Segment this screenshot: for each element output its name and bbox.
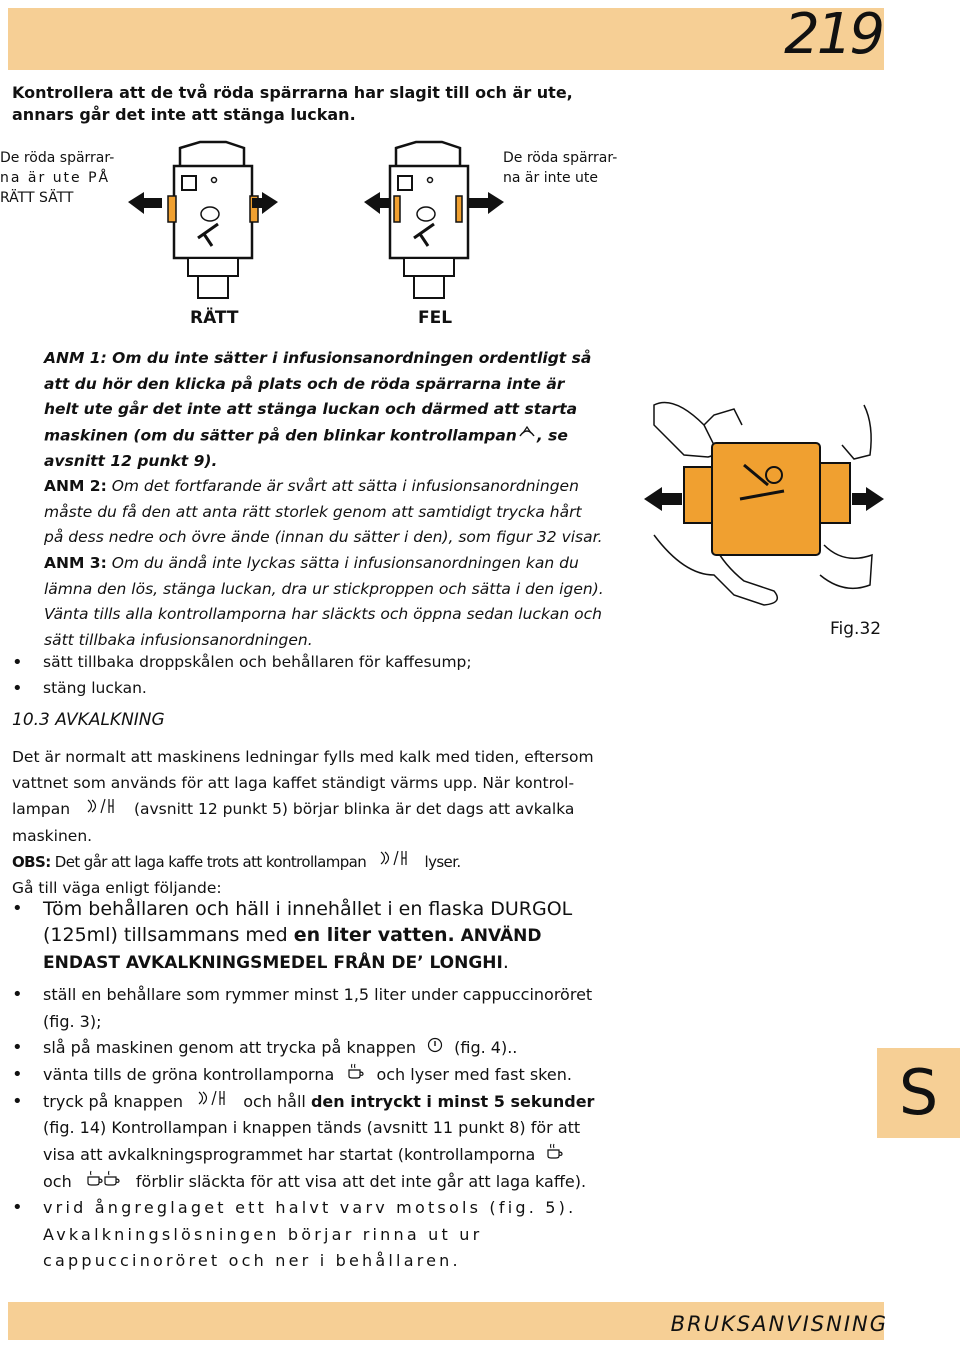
caption-correct-line1: De röda spärrar- [0, 150, 115, 166]
section-title: 10.3 AVKALKNING [12, 710, 165, 730]
list-item: • stäng luckan. [12, 676, 612, 702]
note-3-text: Om du ändå inte lyckas sätta i infusionsanordningen kan du lämna den lös, stänga luckan, dra ur stickproppen och sätta i den igen). Vänta tills alla kontrollamporna har släckts och öppna sedan luckan och sätt tillbaka infusionsanordningen. [44, 554, 604, 649]
label-correct: RÄTT [190, 308, 239, 328]
notes-block [44, 346, 604, 653]
coffee-cup-icon [544, 1142, 564, 1169]
caption-correct-line3: RÄTT SÄTT [0, 190, 74, 206]
two-cups-icon [85, 1169, 123, 1196]
fig32-label: Fig.32 [830, 619, 882, 639]
note-2-text: Om det fortfarande är svårt att sätta i infusionsanordningen måste du få den att anta rätt storlek genom att samtidigt trycka hårt på dess nedre och övre ände (innan du sätter i den), som figur 32 visar. [44, 477, 603, 547]
warning-lamp-icon [517, 423, 537, 449]
descale-icon [85, 797, 119, 823]
list-item [12, 896, 597, 976]
note-bullets [12, 650, 612, 701]
intro-text: Kontrollera att de två röda spärrarna har slagit till och är ute, annars går det inte att stänga luckan. [12, 83, 573, 124]
section-body [12, 744, 612, 901]
note-1-text: ANM 1: Om du inte sätter i infusionsanordningen ordentligt så att du hör den klicka på plats och de röda spärrarna inte är helt ute går det inte att stänga luckan och därmed att starta maskinen (om du sätter på den blinkar kontrollampan [44, 349, 592, 445]
step-1-bold-b: ANVÄND ENDAST AVKALKNINGSMEDEL FRÅN DE’ LONGHI [43, 926, 542, 973]
fig32-illustration [644, 395, 884, 620]
steps-list [12, 896, 597, 1275]
footer-text: BRUKSANVISNING [670, 1312, 888, 1336]
list-item [12, 1035, 597, 1062]
step-5-text: tryck på knappen [43, 1091, 184, 1111]
note-2-label: ANM 2: [44, 477, 107, 496]
section-paragraph-b: (avsnitt 12 punkt 5) börjar blinka är det dags att avkalka maskinen. [12, 800, 575, 845]
note-3 [44, 551, 604, 653]
step-1-text: Töm behållaren och häll i innehållet i en flaska DURGOL (125ml) tillsammans med [43, 898, 573, 946]
section-tab-letter: S [898, 1056, 939, 1129]
step-4-end: och lyser med fast sken. [376, 1064, 572, 1084]
label-wrong: FEL [418, 308, 453, 328]
note-1 [44, 346, 604, 474]
step-5-end: förblir släckta för att visa att det inte går att laga kaffe). [135, 1171, 587, 1191]
coffee-cup-icon [345, 1062, 365, 1089]
infuser-wrong [364, 142, 504, 298]
caption-wrong-line1: De röda spärrar- [503, 150, 618, 166]
step-4-text: vänta tills de gröna kontrollamporna [43, 1064, 335, 1084]
step-5-text-c: (fig. 14) Kontrollampan i knappen tänds (avsnitt 11 punkt 8) för att visa att avkalkningsprogrammet har startat (kontrollamporna [43, 1118, 581, 1164]
step-5-text-b: och håll [243, 1091, 311, 1111]
descale-icon [378, 849, 412, 875]
list-item [12, 1089, 597, 1196]
obs-line [12, 849, 612, 876]
note-1-end: , se avsnitt 12 punkt 9). [44, 426, 568, 470]
step-1-end: . [502, 951, 509, 973]
section-paragraph-a: Det är normalt att maskinens ledningar fylls med kalk med tiden, eftersom vattnet som används för att laga kaffet ständigt värms upp. När kontrol- lampan [12, 748, 594, 818]
descale-icon [196, 1089, 230, 1116]
list-item: • vrid ångreglaget ett halvt varv motsols (fig. 5). Avkalkningslösningen börjar rinna ut ur cappuccinoröret och ner i behållaren. [12, 1195, 597, 1275]
caption-wrong-line2: na är inte ute [503, 170, 598, 186]
page-number: 219 [784, 2, 882, 67]
note-2 [44, 474, 604, 551]
caption-wrong [503, 148, 633, 188]
step-5-text-d: och [43, 1171, 72, 1191]
caption-correct [0, 148, 130, 208]
step-3-text: slå på maskinen genom att trycka på knappen [43, 1038, 416, 1057]
header-bar [8, 8, 884, 70]
list-item [12, 1062, 597, 1089]
step-1-bold-a: en liter vatten. [293, 924, 455, 946]
caption-correct-line2: na är ute PÅ [0, 170, 111, 186]
list-item: • sätt tillbaka droppskålen och behållaren för kaffesump; [12, 650, 612, 676]
obs-text: Det går att laga kaffe trots att kontrollampan [50, 852, 367, 871]
list-item: • ställ en behållare som rymmer minst 1,5 liter under cappuccinoröret (fig. 3); [12, 982, 597, 1035]
infuser-correct [128, 142, 258, 298]
power-icon [427, 1035, 443, 1062]
obs-label: OBS: [12, 852, 51, 871]
step-3-end: (fig. 4).. [454, 1038, 518, 1057]
step-5-bold: den intryckt i minst 5 sekunder [310, 1091, 595, 1111]
note-3-label: ANM 3: [44, 554, 107, 573]
steps-intro: Gå till väga enligt följande: [12, 879, 222, 897]
infuser-illustration [128, 138, 504, 308]
obs-end: lyser. [424, 852, 461, 871]
section-paragraph [12, 744, 612, 849]
